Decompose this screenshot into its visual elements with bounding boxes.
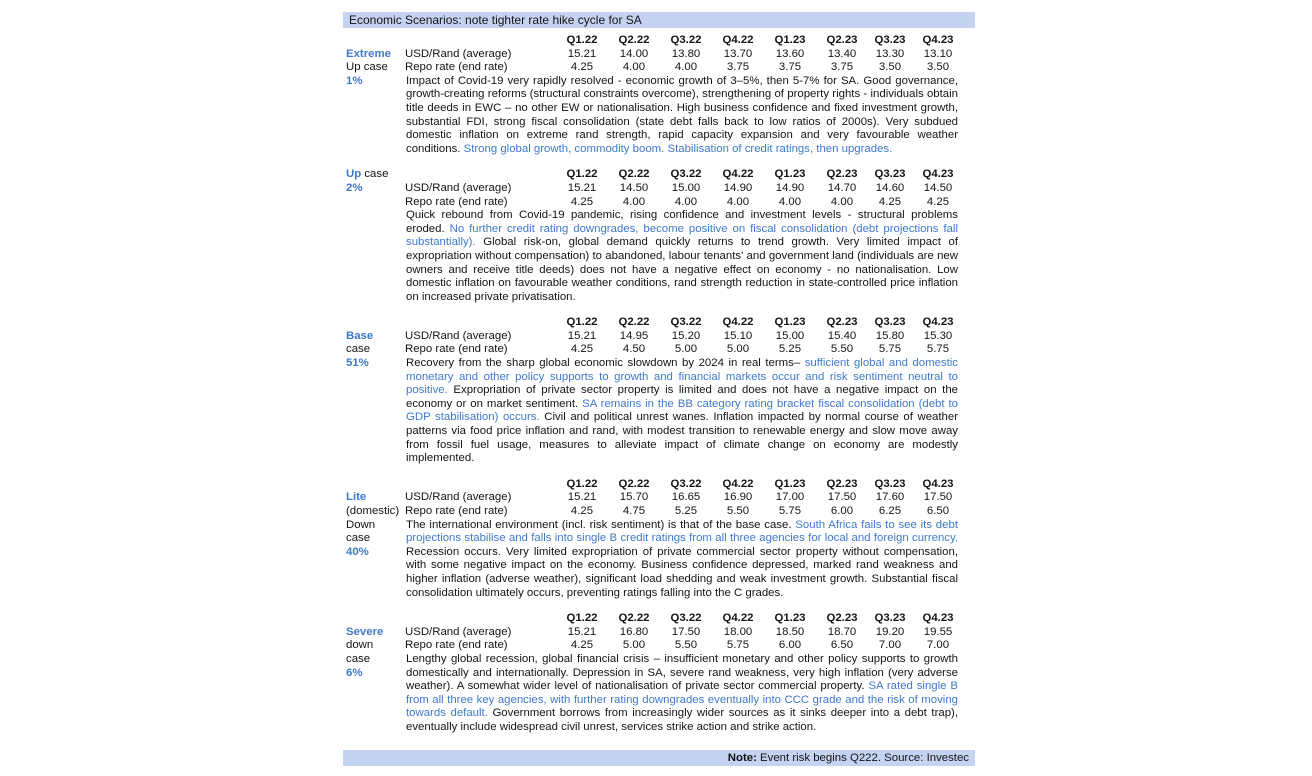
quarter-header: Q3.22: [670, 612, 702, 625]
repo-rate-row: [343, 639, 975, 653]
table-cell: 5.50: [830, 343, 854, 356]
scenario-description: [406, 75, 958, 157]
table-cell: 4.00: [674, 61, 698, 74]
table-cell: 6.25: [878, 505, 902, 517]
usd-rand-row: [343, 330, 975, 344]
usd-rand-row-label: USD/Rand (average): [405, 491, 512, 504]
quarter-header: Q4.23: [922, 168, 954, 181]
scenario-block: [343, 316, 975, 466]
probability-label: 6%: [346, 666, 363, 679]
quarter-header: Q3.22: [670, 34, 702, 46]
table-cell: 5.75: [726, 639, 750, 652]
quarter-header: Q1.22: [566, 168, 598, 181]
table-cell: 4.00: [622, 61, 646, 74]
table-cell: 13.10: [923, 47, 953, 60]
scenario-block: [343, 612, 975, 734]
highlighted-text: SA rated single B from all three key agencies, with further rating downgrades eventually into CCC grade and the risk of moving towards default.: [406, 680, 958, 720]
quarter-header: Q3.22: [670, 477, 702, 490]
quarter-header-row: [343, 34, 975, 48]
repo-rate-row-label: Repo rate (end rate): [405, 61, 508, 74]
scenario-side-label: [346, 168, 404, 195]
quarter-header: Q4.22: [722, 34, 754, 46]
scenario-name: case: [346, 532, 371, 545]
usd-rand-row: [343, 626, 975, 640]
highlighted-text: No further credit rating downgrades, become positive on fiscal consolidation (debt projections fall substantially).: [406, 222, 958, 249]
quarter-header: Q4.23: [922, 477, 954, 490]
quarter-header: Q2.22: [618, 477, 650, 490]
table-cell: 4.25: [570, 343, 594, 356]
table-cell: 5.75: [926, 343, 950, 356]
quarter-header: Q1.23: [774, 168, 806, 181]
quarter-header: Q2.23: [826, 316, 858, 329]
table-cell: 15.21: [567, 491, 597, 504]
table-cell: 4.25: [570, 195, 594, 208]
body-text: Global risk-on, global demand quickly returns to trend growth. Very limited impact of expropriation without compensation) to abandoned, labour tenants' and government land (individuals are new owners and receive title deeds) does not have a negative effect on economy - no nationalisation. Low domestic inflation on favourable weather conditions, rand strength reduction in state-controlled price inflation on increased private privatisation.: [406, 236, 958, 303]
table-cell: 5.50: [674, 639, 698, 652]
scenario-description: [406, 653, 958, 735]
quarter-header: Q4.23: [922, 34, 954, 46]
table-cell: 7.00: [926, 639, 950, 652]
quarter-header: Q3.23: [874, 168, 906, 181]
quarter-header: Q2.22: [618, 34, 650, 46]
table-cell: 4.25: [570, 61, 594, 74]
table-cell: 5.00: [726, 343, 750, 356]
quarter-header-row: [343, 316, 975, 330]
highlighted-text: South Africa fails to see its debt projections stabilise and falls into single B credit ratings from all three agencies for local and foreign currency.: [406, 518, 958, 545]
quarter-header: Q2.22: [618, 316, 650, 329]
quarter-header: Q4.22: [722, 316, 754, 329]
table-cell: 14.60: [875, 181, 905, 194]
scenario-description: [406, 357, 958, 466]
table-cell: 15.21: [567, 329, 597, 342]
quarter-header: Q1.23: [774, 316, 806, 329]
table-cell: 17.50: [923, 491, 953, 504]
table-cell: 5.75: [878, 343, 902, 356]
body-text: Civil and political unrest wanes. Inflation impacted by normal course of weather patterns via food price inflation and rand, with modest transition to renewable energy and slow move away from fossil fuel usage, measures to alleviate impact of climate change on economy are modestly implemented.: [406, 411, 958, 465]
body-text: Expropriation of private sector property is limited and does not have a negative impact on the economy or on market sentiment.: [406, 384, 958, 410]
table-cell: 4.25: [878, 195, 902, 208]
body-text: Government borrows from increasingly wider sources as it sinks deeper into a debt trap), eventually include widespread civil unrest, services strike action and strike action.: [406, 707, 958, 733]
scenarios-container: [343, 28, 975, 735]
usd-rand-row-label: USD/Rand (average): [405, 181, 512, 194]
table-cell: 14.50: [923, 181, 953, 194]
quarter-header: Q3.22: [670, 168, 702, 181]
quarter-header: Q1.23: [774, 477, 806, 490]
table-cell: 4.00: [778, 195, 802, 208]
document-title: Economic Scenarios: note tighter rate hike cycle for SA: [343, 12, 975, 28]
scenario-description: [406, 209, 958, 304]
table-cell: 14.90: [723, 181, 753, 194]
table-cell: 4.25: [926, 195, 950, 208]
table-cell: 16.90: [723, 491, 753, 504]
table-cell: 3.50: [926, 61, 950, 74]
table-cell: 15.20: [671, 329, 701, 342]
quarter-header: Q3.23: [874, 612, 906, 625]
table-cell: 4.00: [726, 195, 750, 208]
table-cell: 19.20: [875, 625, 905, 638]
body-text: Quick rebound from Covid-19 pandemic, rising confidence and investment levels - structural problems eroded.: [406, 209, 958, 235]
highlighted-text: SA remains in the BB category rating bracket fiscal consolidation (debt to GDP stabilisation) occurs.: [406, 397, 959, 424]
quarter-header: Q3.23: [874, 477, 906, 490]
quarter-header: Q1.23: [774, 612, 806, 625]
quarter-header: Q1.22: [566, 34, 598, 46]
table-cell: 4.50: [622, 343, 646, 356]
usd-rand-row: [343, 182, 975, 196]
scenario-name: Lite: [346, 491, 367, 504]
quarter-header: Q3.23: [874, 34, 906, 46]
table-cell: 15.00: [671, 181, 701, 194]
probability-label: 40%: [346, 545, 369, 558]
table-cell: 15.00: [775, 329, 805, 342]
scenario-name: case: [346, 343, 371, 356]
quarter-header: Q4.22: [722, 477, 754, 490]
table-cell: 5.25: [674, 505, 698, 517]
quarter-header-row: [343, 478, 975, 492]
table-cell: 5.00: [674, 343, 698, 356]
table-cell: 3.75: [726, 61, 750, 74]
table-cell: 15.10: [723, 329, 753, 342]
quarter-header: Q4.22: [722, 612, 754, 625]
table-cell: 13.60: [775, 47, 805, 60]
table-cell: 3.75: [830, 61, 854, 74]
usd-rand-row-label: USD/Rand (average): [405, 47, 512, 60]
quarter-header: Q2.23: [826, 612, 858, 625]
quarter-header: Q2.23: [826, 168, 858, 181]
table-cell: 16.80: [619, 625, 649, 638]
table-cell: 6.00: [830, 505, 854, 517]
table-cell: 13.40: [827, 47, 857, 60]
quarter-header: Q1.23: [774, 34, 806, 46]
repo-rate-row: [343, 343, 975, 357]
repo-rate-row: [343, 196, 975, 210]
usd-rand-row-label: USD/Rand (average): [405, 329, 512, 342]
scenario-block: [343, 478, 975, 600]
table-cell: 15.21: [567, 625, 597, 638]
table-cell: 5.50: [726, 505, 750, 517]
table-cell: 18.50: [775, 625, 805, 638]
table-cell: 15.80: [875, 329, 905, 342]
table-cell: 4.00: [622, 195, 646, 208]
table-cell: 7.00: [878, 639, 902, 652]
quarter-header: Q1.22: [566, 316, 598, 329]
highlighted-text: Strong global growth, commodity boom. Stabilisation of credit ratings, then upgrades.: [463, 142, 893, 155]
table-cell: 6.50: [926, 505, 950, 517]
scenario-document: [343, 12, 975, 766]
repo-rate-row-label: Repo rate (end rate): [405, 505, 508, 517]
table-cell: 15.21: [567, 181, 597, 194]
note-text: Event risk begins Q222. Source: Investec: [756, 752, 969, 764]
quarter-header: Q2.23: [826, 477, 858, 490]
scenario-description: [406, 519, 958, 601]
table-cell: 19.55: [923, 625, 953, 638]
scenario-side-label: [346, 48, 404, 89]
quarter-header: Q2.22: [618, 168, 650, 181]
table-cell: 16.65: [671, 491, 701, 504]
table-cell: 4.25: [570, 505, 594, 517]
scenario-name: Extreme: [346, 47, 391, 60]
table-cell: 14.95: [619, 329, 649, 342]
table-cell: 18.00: [723, 625, 753, 638]
body-text: Lengthy global recession, global financial crisis – insufficient monetary and other policy supports to growth domestically and internationally. Depression in SA, severe rand weakness, very high inflation (very adverse weather). A somewhat wider level of nationalisation of private sector commercial property.: [406, 652, 958, 693]
scenario-name: Severe: [346, 625, 384, 638]
probability-label: 1%: [346, 74, 363, 87]
quarter-header: Q4.22: [722, 168, 754, 181]
table-cell: 5.75: [778, 505, 802, 517]
scenario-block: [343, 34, 975, 156]
table-cell: 13.80: [671, 47, 701, 60]
table-cell: 13.70: [723, 47, 753, 60]
table-cell: 14.90: [775, 181, 805, 194]
body-text: The international environment (incl. risk sentiment) is that of the base case.: [406, 518, 796, 531]
table-cell: 3.75: [778, 61, 802, 74]
table-cell: 4.00: [830, 195, 854, 208]
quarter-header: Q4.23: [922, 612, 954, 625]
table-cell: 3.50: [878, 61, 902, 74]
quarter-header: Q3.22: [670, 316, 702, 329]
table-cell: 15.70: [619, 491, 649, 504]
scenario-block: [343, 168, 975, 304]
repo-rate-row-label: Repo rate (end rate): [405, 639, 508, 652]
quarter-header: Q2.22: [618, 612, 650, 625]
table-cell: 14.70: [827, 181, 857, 194]
scenario-name: Down: [346, 518, 376, 531]
table-cell: 17.60: [875, 491, 905, 504]
table-cell: 15.21: [567, 47, 597, 60]
quarter-header: Q4.23: [922, 316, 954, 329]
table-cell: 4.25: [570, 639, 594, 652]
body-text: Recovery from the sharp global economic slowdown by 2024 in real terms–: [406, 357, 805, 370]
scenario-side-label: [346, 330, 404, 371]
scenario-name: Base: [346, 329, 374, 342]
note-label: Note:: [727, 752, 757, 764]
table-cell: 18.70: [827, 625, 857, 638]
scenario-name: Up case: [346, 168, 389, 181]
body-text: Impact of Covid-19 very rapidly resolved - economic growth of 3–5%, then 5-7% for SA. Good governance, growth-creating reforms (structural constraints overcome), strengthening of property rights - individuals obtain title deeds in EWC – no other EW or nationalisation. High business confidence and fixed investment growth, substantial FDI, strong fiscal consolidation (state debt falls back to low ratios of 2000s). Very subdued domestic inflation on extreme rand strength, rapid capacity expansion and very favourable weather conditions.: [406, 74, 958, 155]
table-cell: 15.30: [923, 329, 953, 342]
quarter-header: Q1.22: [566, 477, 598, 490]
quarter-header: Q3.23: [874, 316, 906, 329]
table-cell: 5.25: [778, 343, 802, 356]
table-cell: 13.30: [875, 47, 905, 60]
table-cell: 17.50: [827, 491, 857, 504]
scenario-name: (domestic): [346, 505, 400, 517]
quarter-header: Q2.23: [826, 34, 858, 46]
table-cell: 17.00: [775, 491, 805, 504]
usd-rand-row: [343, 491, 975, 505]
quarter-header-row: [343, 168, 975, 182]
table-cell: 15.40: [827, 329, 857, 342]
table-cell: 14.50: [619, 181, 649, 194]
scenario-name: down: [346, 639, 374, 652]
table-cell: 14.00: [619, 47, 649, 60]
table-cell: 4.00: [674, 195, 698, 208]
repo-rate-row: [343, 61, 975, 75]
highlighted-text: sufficient global and domestic monetary and other policy supports to growth and financial markets occur and risk sentiment neutral to positive.: [406, 357, 958, 397]
repo-rate-row: [343, 505, 975, 519]
table-cell: 17.50: [671, 625, 701, 638]
scenario-side-label: [346, 626, 404, 680]
probability-label: 2%: [346, 181, 363, 194]
scenario-side-label: [346, 491, 404, 559]
usd-rand-row: [343, 48, 975, 62]
table-cell: 5.00: [622, 639, 646, 652]
scenario-name: case: [346, 652, 371, 665]
repo-rate-row-label: Repo rate (end rate): [405, 343, 508, 356]
probability-label: 51%: [346, 357, 369, 370]
usd-rand-row-label: USD/Rand (average): [405, 625, 512, 638]
table-cell: 6.00: [778, 639, 802, 652]
quarter-header: Q1.22: [566, 612, 598, 625]
quarter-header-row: [343, 612, 975, 626]
table-cell: 4.75: [622, 505, 646, 517]
footnote-bar: [343, 750, 975, 766]
body-text: Recession occurs. Very limited expropriation of private commercial sector property without compensation, with some negative impact on the economy. Business confidence depressed, marked rand weakness and higher inflation (adverse weather), significant load shedding and weak investment growth. Substantial fiscal consolidation ultimately occurs, preventing ratings falling into the C grades.: [406, 545, 958, 599]
repo-rate-row-label: Repo rate (end rate): [405, 195, 508, 208]
scenario-name: Up case: [346, 61, 388, 74]
table-cell: 6.50: [830, 639, 854, 652]
